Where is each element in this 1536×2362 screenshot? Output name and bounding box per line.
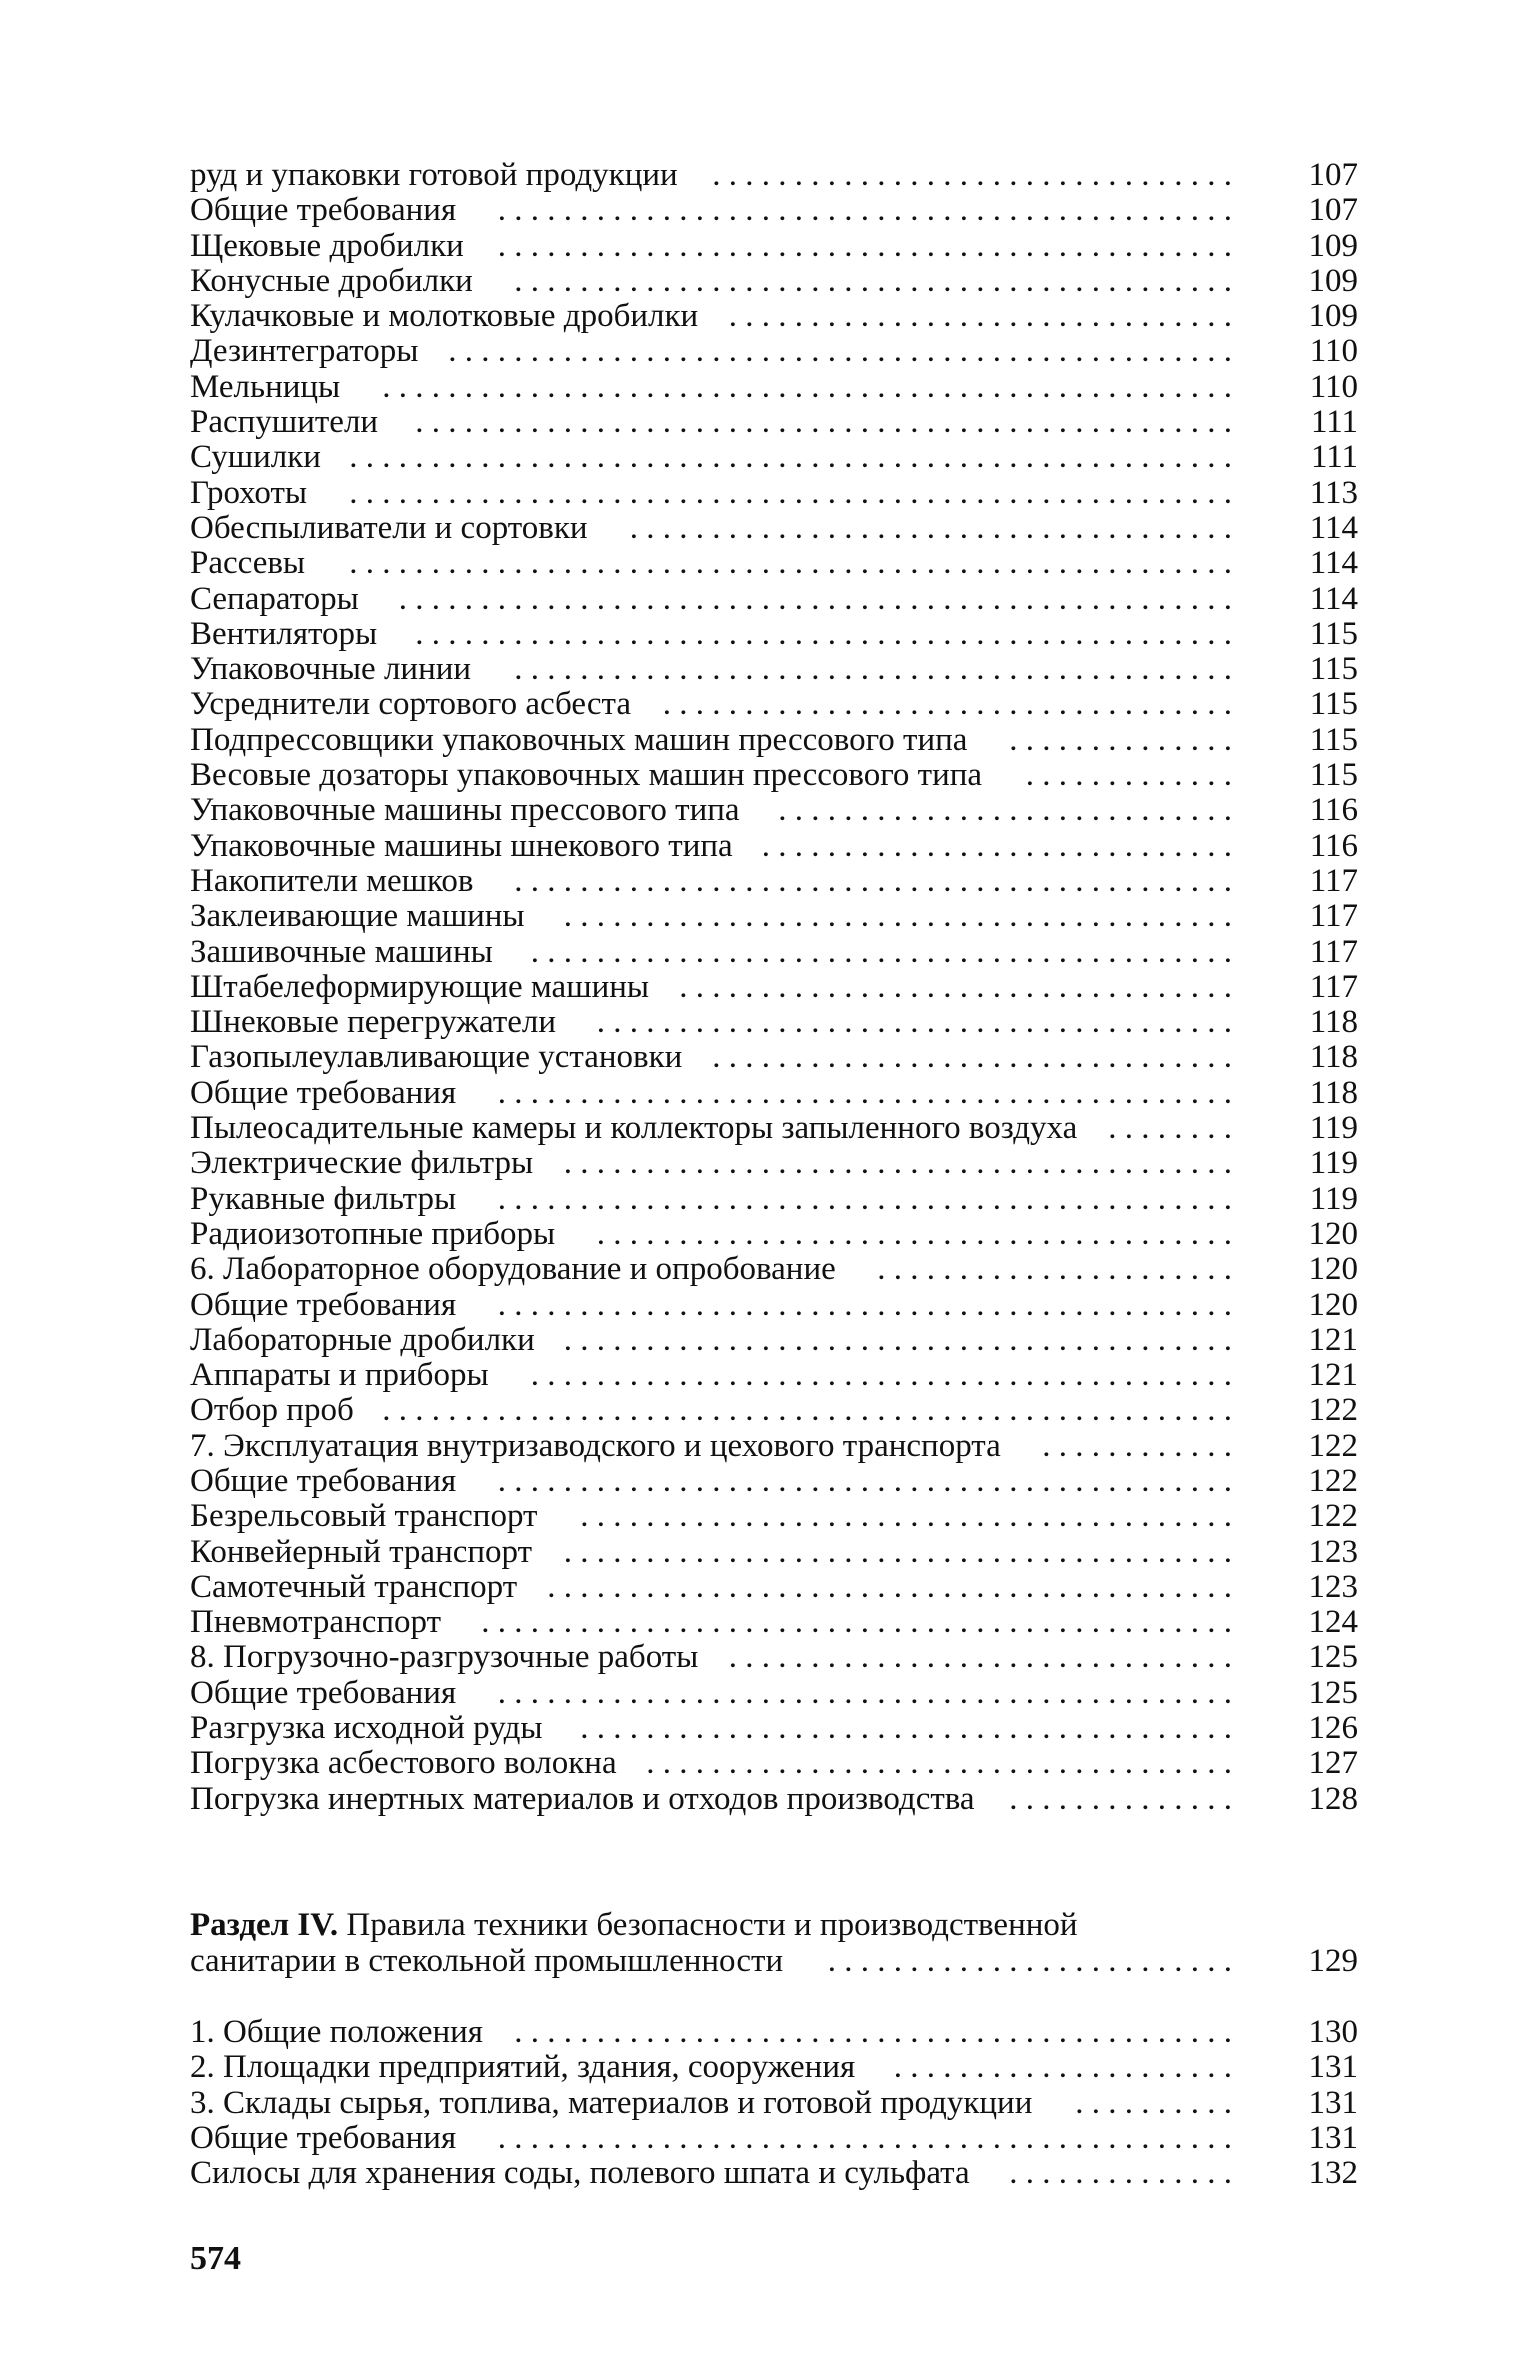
toc-entry bbox=[190, 758, 1358, 793]
toc-page-number: 121 bbox=[1308, 1357, 1358, 1394]
toc-entry bbox=[190, 1217, 1358, 1252]
toc-entry bbox=[190, 1182, 1358, 1217]
toc-entry-title: Погрузка инертных материалов и отходов производства bbox=[190, 1780, 975, 1817]
toc-entry bbox=[190, 1570, 1358, 1605]
toc-page-number: 120 bbox=[1308, 1251, 1358, 1288]
toc-entry bbox=[190, 864, 1358, 899]
toc-entry bbox=[190, 2015, 1358, 2050]
toc-entry bbox=[190, 723, 1358, 758]
toc-entry-title: Самотечный транспорт bbox=[190, 1568, 518, 1605]
toc-leader: . . . . . . . . . . . . . . . . . . . . . . . . . . . . . . . . . . . . . . . . . . . . . bbox=[497, 227, 1232, 264]
toc-leader: . . . . . . . . . . . . . . . . . . . . . . . . . . . . . . . . . . . . . . . . . bbox=[563, 898, 1232, 935]
toc-entry-title: руд и упаковки готовой продукции bbox=[190, 157, 678, 193]
toc-page-number: 115 bbox=[1309, 651, 1358, 688]
table-of-contents bbox=[190, 158, 1358, 2191]
toc-leader: . . . . . . . . . . . . . . . . . . . . . . . . . . . . . . . . . . . . . . . bbox=[596, 1004, 1232, 1041]
toc-page-number: 126 bbox=[1308, 1710, 1358, 1747]
toc-entry-title: Лабораторные дробилки bbox=[190, 1321, 535, 1358]
toc-entry bbox=[190, 158, 1358, 193]
toc-page-number: 115 bbox=[1309, 615, 1358, 652]
toc-page-number: 120 bbox=[1308, 1286, 1358, 1323]
toc-entry bbox=[190, 1111, 1358, 1146]
toc-entry bbox=[190, 2121, 1358, 2156]
toc-entry bbox=[190, 511, 1358, 546]
toc-leader: . . . . . . . . . . . . . . . . . . . . . . . . . . . . . . . . . . . . . . . . . . . . . bbox=[497, 192, 1232, 229]
toc-entry bbox=[190, 1040, 1358, 1075]
toc-page-number: 123 bbox=[1308, 1533, 1358, 1570]
toc-entry-title: Сушилки bbox=[190, 439, 321, 476]
toc-entry-title: Усреднители сортового асбеста bbox=[190, 686, 631, 723]
toc-entry bbox=[190, 1711, 1358, 1746]
toc-page-number: 122 bbox=[1308, 1427, 1358, 1464]
section-heading bbox=[190, 1907, 1358, 1979]
toc-entry bbox=[190, 793, 1358, 828]
toc-leader: . . . . . . . . . . . . . . . . . . . . . . . . . . . . . . . . . . . . . . . . . . . . . bbox=[497, 1462, 1232, 1499]
toc-leader: . . . . . . . . . . . . . . . . . . . . . . . . . . . . . . . . . . . . . . . bbox=[596, 1215, 1232, 1252]
toc-entry bbox=[190, 1146, 1358, 1181]
toc-entry-title: Вентиляторы bbox=[190, 615, 378, 652]
toc-page-number: 125 bbox=[1308, 1639, 1358, 1676]
toc-entry-title: Подпрессовщики упаковочных машин прессового типа bbox=[190, 721, 968, 758]
toc-entry-title: Рукавные фильтры bbox=[190, 1180, 457, 1217]
toc-entry-title: Разгрузка исходной руды bbox=[190, 1710, 543, 1747]
toc-page-number: 107 bbox=[1308, 192, 1358, 229]
toc-leader: . . . . . . . . . . . . . . . . . . . . . . . . . . . . . . . . bbox=[712, 157, 1232, 193]
toc-entry-title: Мельницы bbox=[190, 368, 341, 405]
toc-page-number: 122 bbox=[1308, 1392, 1358, 1429]
toc-page-number: 114 bbox=[1309, 580, 1358, 617]
toc-entry bbox=[190, 1393, 1358, 1428]
toc-leader: . . . . . . . . . . . . . . . . . . . . . . . . . . . . . . . . . . . . . . . . . . . . . . . . . . . . bbox=[382, 368, 1232, 405]
toc-leader: . . . . . . . . . . . . . . . . . . . . . . . . . . . . . . . . . . . . . . . . . . . . . bbox=[497, 2119, 1232, 2156]
toc-entry-title: Распушители bbox=[190, 404, 379, 441]
toc-leader: . . . . . . . . . . . . . . bbox=[1009, 721, 1232, 758]
toc-entry bbox=[190, 193, 1358, 228]
toc-leader: . . . . . . . . . . . . . . . . . . . . . . . . . . . . . . . . . . . . . . . . . . . . . . . . . . . bbox=[398, 580, 1232, 617]
toc-leader: . . . . . . . . . . . . . . . . . . . . . . . . . . . . . . . . . . . . . . . . . . . . . bbox=[497, 1074, 1232, 1111]
toc-entry-title: Конусные дробилки bbox=[190, 262, 473, 299]
toc-leader: . . . . . . . . . . . . . . bbox=[1009, 2155, 1232, 2192]
toc-entry-title: 1. Общие положения bbox=[190, 2013, 483, 2050]
toc-entry-title: 7. Эксплуатация внутризаводского и цехового транспорта bbox=[190, 1427, 1001, 1464]
toc-entry-title: Щековые дробилки bbox=[190, 227, 464, 264]
toc-entry-title: Общие требования bbox=[190, 1674, 457, 1711]
toc-entry-title: Конвейерный транспорт bbox=[190, 1533, 533, 1570]
toc-page-number: 109 bbox=[1308, 227, 1358, 264]
toc-entry-title: Кулачковые и молотковые дробилки bbox=[190, 298, 699, 335]
toc-page-number: 117 bbox=[1309, 968, 1358, 1005]
toc-entry-title: Общие требования bbox=[190, 1286, 457, 1323]
toc-entry bbox=[190, 546, 1358, 581]
toc-leader: . . . . . . . . . . . . . . . . . . . . . . bbox=[877, 1251, 1232, 1288]
toc-entry bbox=[190, 1429, 1358, 1464]
toc-entry bbox=[190, 652, 1358, 687]
toc-entry-title: Общие требования bbox=[190, 2119, 457, 2156]
toc-leader: . . . . . . . . . . . . . . . . . . . . . . . . . . . . . . . . . . . . bbox=[646, 1745, 1232, 1782]
toc-entry-title: Аппараты и приборы bbox=[190, 1357, 489, 1394]
toc-leader: . . . . . . . . . . . . . . . . . . . . . . . . . . . . . . . . . . . . . . . . . . . . . bbox=[497, 1286, 1232, 1323]
toc-page-number: 117 bbox=[1309, 898, 1358, 935]
toc-entry-title: Безрельсовый транспорт bbox=[190, 1498, 538, 1535]
toc-entry bbox=[190, 1076, 1358, 1111]
toc-page-number: 111 bbox=[1310, 404, 1358, 441]
section-title-text-2: санитарии в стекольной промышленности bbox=[190, 1942, 784, 1979]
toc-page-number: 121 bbox=[1308, 1321, 1358, 1358]
toc-entry bbox=[190, 440, 1358, 475]
toc-entry-title: Накопители мешков bbox=[190, 862, 474, 899]
toc-entry-title: Пылеосадительные камеры и коллекторы запыленного воздуха bbox=[190, 1110, 1078, 1147]
toc-leader: . . . . . . . . . . . . . . . . . . . . . . . . . . . . . . . . . . . . . . . . . . . . . . . . . . bbox=[415, 404, 1232, 441]
toc-entry bbox=[190, 1499, 1358, 1534]
toc-entry-title: Общие требования bbox=[190, 192, 457, 229]
toc-leader: . . . . . . . . . . . . . . . . . . . . . . . . . . . . . . . . . . . . . . . . . . . . . . . . . . . . bbox=[382, 1392, 1232, 1429]
toc-entry bbox=[190, 264, 1358, 299]
toc-page-number: 110 bbox=[1309, 333, 1358, 370]
toc-leader: . . . . . . . . . . . . . . . . . . . . . . . . . . . . . . . . . . . . . . . . . . . bbox=[530, 933, 1232, 970]
toc-entry-title: Штабелеформирующие машины bbox=[190, 968, 650, 1005]
toc-entry bbox=[190, 1358, 1358, 1393]
toc-entry-title: Общие требования bbox=[190, 1074, 457, 1111]
toc-page-number: 131 bbox=[1308, 2084, 1358, 2121]
section-title-line1 bbox=[190, 1907, 1358, 1943]
toc-leader: . . . . . . . . . . . . . . bbox=[1009, 1780, 1232, 1817]
toc-entry-title: Электрические фильтры bbox=[190, 1145, 534, 1182]
toc-entry-title: Общие требования bbox=[190, 1462, 457, 1499]
page-folio: 574 bbox=[190, 2240, 241, 2277]
toc-page-number: 120 bbox=[1308, 1215, 1358, 1252]
toc-leader: . . . . . . . . . . . . . . . . . . . . . . . . . . . . . . . . . . . . . . . . bbox=[580, 1710, 1232, 1747]
toc-leader: . . . . . . . . . . . . . . . . . . . . . . . . . . . . . . . . . . . . . . . . . . . . . . . . . . bbox=[415, 615, 1232, 652]
toc-entry bbox=[190, 1640, 1358, 1675]
toc-entry bbox=[190, 1252, 1358, 1287]
toc-leader: . . . . . . . . . . . . . . . . . . . . . . . . . . . . . . . . . . . . . . . . . . . . . . . . bbox=[448, 333, 1232, 370]
toc-entry bbox=[190, 1676, 1358, 1711]
toc-leader: . . . . . . . . . . . . . . . . . . . . . . . . . . . . . . . . . . . . . . . . . . . . bbox=[514, 262, 1232, 299]
toc-page-number: 131 bbox=[1308, 2049, 1358, 2086]
toc-page-number: 118 bbox=[1309, 1039, 1358, 1076]
toc-leader: . . . . . . . . . . . . . . . . . . . . . . . . . . . . . . . . . . . . . . . . . bbox=[563, 1145, 1232, 1182]
toc-page-number: 116 bbox=[1309, 827, 1358, 864]
toc-entry bbox=[190, 2086, 1358, 2121]
toc-leader: . . . . . . . . bbox=[1108, 1110, 1232, 1147]
toc-leader: . . . . . . . . . . . . . . . . . . . . . . . . . . . . . . . . . . . . . . . . . . . . . . . . . . . . . . bbox=[349, 545, 1232, 582]
toc-entry-title: Шнековые перегружатели bbox=[190, 1004, 557, 1041]
toc-leader: . . . . . . . . . . . . . . . . . . . . . . . . . . . . . . . . . . . . . . . . . . . . . bbox=[497, 1674, 1232, 1711]
toc-page-number: 118 bbox=[1309, 1074, 1358, 1111]
toc-entry-title: 3. Склады сырья, топлива, материалов и готовой продукции bbox=[190, 2084, 1033, 2121]
toc-entry bbox=[190, 829, 1358, 864]
toc-leader: . . . . . . . . . . . . . . . . . . . . . . . . . . . . . . . . . . . . . . . . . . . . bbox=[514, 862, 1232, 899]
toc-page-number: 109 bbox=[1308, 298, 1358, 335]
toc-entry bbox=[190, 405, 1358, 440]
toc-entry-title: Обеспыливатели и сортовки bbox=[190, 509, 588, 546]
toc-leader: . . . . . . . . . . . . . . . . . . . . . . . . . . . . . . . . . . . bbox=[662, 686, 1232, 723]
toc-entry bbox=[190, 582, 1358, 617]
toc-leader: . . . . . . . . . . . . . . . . . . . . . . . . . . . . . . . . . . . . . . . . . . . . bbox=[514, 651, 1232, 688]
toc-page-number: 131 bbox=[1308, 2119, 1358, 2156]
toc-entry-title: 8. Погрузочно-разгрузочные работы bbox=[190, 1639, 699, 1676]
toc-entry-title: Пневмотранспорт bbox=[190, 1604, 442, 1641]
toc-page-number: 114 bbox=[1309, 545, 1358, 582]
toc-entry bbox=[190, 1746, 1358, 1781]
toc-leader: . . . . . . . . . . . . . . . . . . . . . . . . . . . . . . . bbox=[728, 298, 1232, 335]
toc-entry-title: Зашивочные машины bbox=[190, 933, 493, 970]
toc-entry bbox=[190, 1464, 1358, 1499]
toc-page-number: 124 bbox=[1308, 1604, 1358, 1641]
toc-page-number: 123 bbox=[1308, 1568, 1358, 1605]
section-title-text: Правила техники безопасности и производственной bbox=[346, 1906, 1078, 1943]
toc-entry-title: Газопылеулавливающие установки bbox=[190, 1039, 683, 1076]
section-leader: . . . . . . . . . . . . . . . . . . . . . . . . . bbox=[827, 1942, 1232, 1979]
toc-entry bbox=[190, 687, 1358, 722]
toc-leader: . . . . . . . . . . . . bbox=[1042, 1427, 1232, 1464]
toc-page-number: 110 bbox=[1309, 368, 1358, 405]
toc-leader: . . . . . . . . . . . . . . . . . . . . . bbox=[893, 2049, 1232, 2086]
toc-page-number: 119 bbox=[1309, 1110, 1358, 1147]
toc-leader: . . . . . . . . . . . . . . . . . . . . . . . . . . . . . . . . . . . . . . . . . . bbox=[547, 1568, 1232, 1605]
toc-page-number: 113 bbox=[1309, 474, 1358, 511]
toc-entry-title: Погрузка асбестового волокна bbox=[190, 1745, 617, 1782]
toc-page-number: 117 bbox=[1309, 933, 1358, 970]
toc-leader: . . . . . . . . . . . . . . . . . . . . . . . . . . . . . . . bbox=[728, 1639, 1232, 1676]
toc-entry-title: Весовые дозаторы упаковочных машин прессового типа bbox=[190, 757, 983, 794]
toc-leader: . . . . . . . . . . . . . . . . . . . . . . . . . . . . . . . . . . . . . . . . . . . . bbox=[514, 2013, 1232, 2050]
toc-entry-title: 6. Лабораторное оборудование и опробование bbox=[190, 1251, 836, 1288]
toc-entry-title: Отбор проб bbox=[190, 1392, 354, 1429]
toc-page-number: 119 bbox=[1309, 1145, 1358, 1182]
toc-leader: . . . . . . . . . . . . . . . . . . . . . . . . . . . . . . . . . . . . . . . . bbox=[580, 1498, 1232, 1535]
section-title-line2 bbox=[190, 1943, 1358, 1979]
toc-leader: . . . . . . . . . . . . . . . . . . . . . . . . . . . . . bbox=[761, 827, 1232, 864]
toc-entry bbox=[190, 370, 1358, 405]
toc-page-number: 125 bbox=[1308, 1674, 1358, 1711]
toc-page-number: 128 bbox=[1308, 1780, 1358, 1817]
toc-entry-title: Упаковочные машины прессового типа bbox=[190, 792, 740, 829]
section-label: Раздел IV. bbox=[190, 1906, 339, 1943]
toc-entry bbox=[190, 2050, 1358, 2085]
toc-page-number: 111 bbox=[1310, 439, 1358, 476]
toc-entry-title: 2. Площадки предприятий, здания, сооружения bbox=[190, 2049, 856, 2086]
toc-page-number: 115 bbox=[1309, 757, 1358, 794]
toc-entry bbox=[190, 617, 1358, 652]
toc-entry bbox=[190, 935, 1358, 970]
toc-page-number: 116 bbox=[1309, 792, 1358, 829]
toc-page-number: 115 bbox=[1309, 721, 1358, 758]
toc-entry bbox=[190, 1535, 1358, 1570]
section-page-number: 129 bbox=[1308, 1942, 1358, 1979]
toc-list-bottom bbox=[190, 2015, 1358, 2191]
toc-leader: . . . . . . . . . . bbox=[1075, 2084, 1232, 2121]
toc-leader: . . . . . . . . . . . . . . . . . . . . . . . . . . . . . . . . . . . . . bbox=[629, 509, 1232, 546]
toc-page-number: 109 bbox=[1308, 262, 1358, 299]
toc-entry bbox=[190, 970, 1358, 1005]
toc-leader: . . . . . . . . . . . . . . . . . . . . . . . . . . . . . . . . . . . . . . . . . . . . . . bbox=[481, 1604, 1232, 1641]
toc-entry-title: Грохоты bbox=[190, 474, 308, 511]
toc-leader: . . . . . . . . . . . . . . . . . . . . . . . . . . . . . . . . . . . . . . . . . . . . . bbox=[497, 1180, 1232, 1217]
toc-page-number: 127 bbox=[1308, 1745, 1358, 1782]
toc-page-number: 118 bbox=[1309, 1004, 1358, 1041]
toc-entry bbox=[190, 299, 1358, 334]
toc-leader: . . . . . . . . . . . . . bbox=[1025, 757, 1232, 794]
toc-page-number: 122 bbox=[1308, 1498, 1358, 1535]
toc-page-number: 117 bbox=[1309, 862, 1358, 899]
toc-entry bbox=[190, 899, 1358, 934]
toc-leader: . . . . . . . . . . . . . . . . . . . . . . . . . . . . . . . . bbox=[712, 1039, 1232, 1076]
toc-entry-title: Сепараторы bbox=[190, 580, 359, 617]
toc-entry bbox=[190, 1782, 1358, 1817]
toc-entry-title: Дезинтеграторы bbox=[190, 333, 419, 370]
toc-entry bbox=[190, 476, 1358, 511]
toc-page-number: 130 bbox=[1308, 2013, 1358, 2050]
toc-list-top bbox=[190, 158, 1358, 1817]
toc-page-number: 132 bbox=[1308, 2155, 1358, 2192]
toc-page-number: 122 bbox=[1308, 1462, 1358, 1499]
toc-entry bbox=[190, 1288, 1358, 1323]
toc-entry bbox=[190, 229, 1358, 264]
toc-entry-title: Упаковочные машины шнекового типа bbox=[190, 827, 733, 864]
toc-page-number: 107 bbox=[1308, 157, 1358, 193]
toc-entry bbox=[190, 2156, 1358, 2191]
toc-leader: . . . . . . . . . . . . . . . . . . . . . . . . . . . . . . . . . . . . . . . . . bbox=[563, 1321, 1232, 1358]
toc-entry-title: Упаковочные линии bbox=[190, 651, 472, 688]
toc-entry bbox=[190, 334, 1358, 369]
toc-entry-title: Рассевы bbox=[190, 545, 306, 582]
toc-leader: . . . . . . . . . . . . . . . . . . . . . . . . . . . . bbox=[778, 792, 1232, 829]
toc-leader: . . . . . . . . . . . . . . . . . . . . . . . . . . . . . . . . . . bbox=[679, 968, 1232, 1005]
toc-entry bbox=[190, 1005, 1358, 1040]
toc-entry-title: Радиоизотопные приборы bbox=[190, 1215, 556, 1252]
toc-entry-title: Силосы для хранения соды, полевого шпата и сульфата bbox=[190, 2155, 970, 2192]
toc-leader: . . . . . . . . . . . . . . . . . . . . . . . . . . . . . . . . . . . . . . . . . . . . . . . . . . . . . . bbox=[349, 439, 1232, 476]
toc-entry bbox=[190, 1605, 1358, 1640]
toc-page-number: 119 bbox=[1309, 1180, 1358, 1217]
toc-leader: . . . . . . . . . . . . . . . . . . . . . . . . . . . . . . . . . . . . . . . . . bbox=[563, 1533, 1232, 1570]
toc-leader: . . . . . . . . . . . . . . . . . . . . . . . . . . . . . . . . . . . . . . . . . . . bbox=[530, 1357, 1232, 1394]
toc-page-number: 115 bbox=[1309, 686, 1358, 723]
toc-leader: . . . . . . . . . . . . . . . . . . . . . . . . . . . . . . . . . . . . . . . . . . . . . . . . . . . . . . bbox=[349, 474, 1232, 511]
toc-page-number: 114 bbox=[1309, 509, 1358, 546]
toc-entry bbox=[190, 1323, 1358, 1358]
toc-entry-title: Заклеивающие машины bbox=[190, 898, 525, 935]
